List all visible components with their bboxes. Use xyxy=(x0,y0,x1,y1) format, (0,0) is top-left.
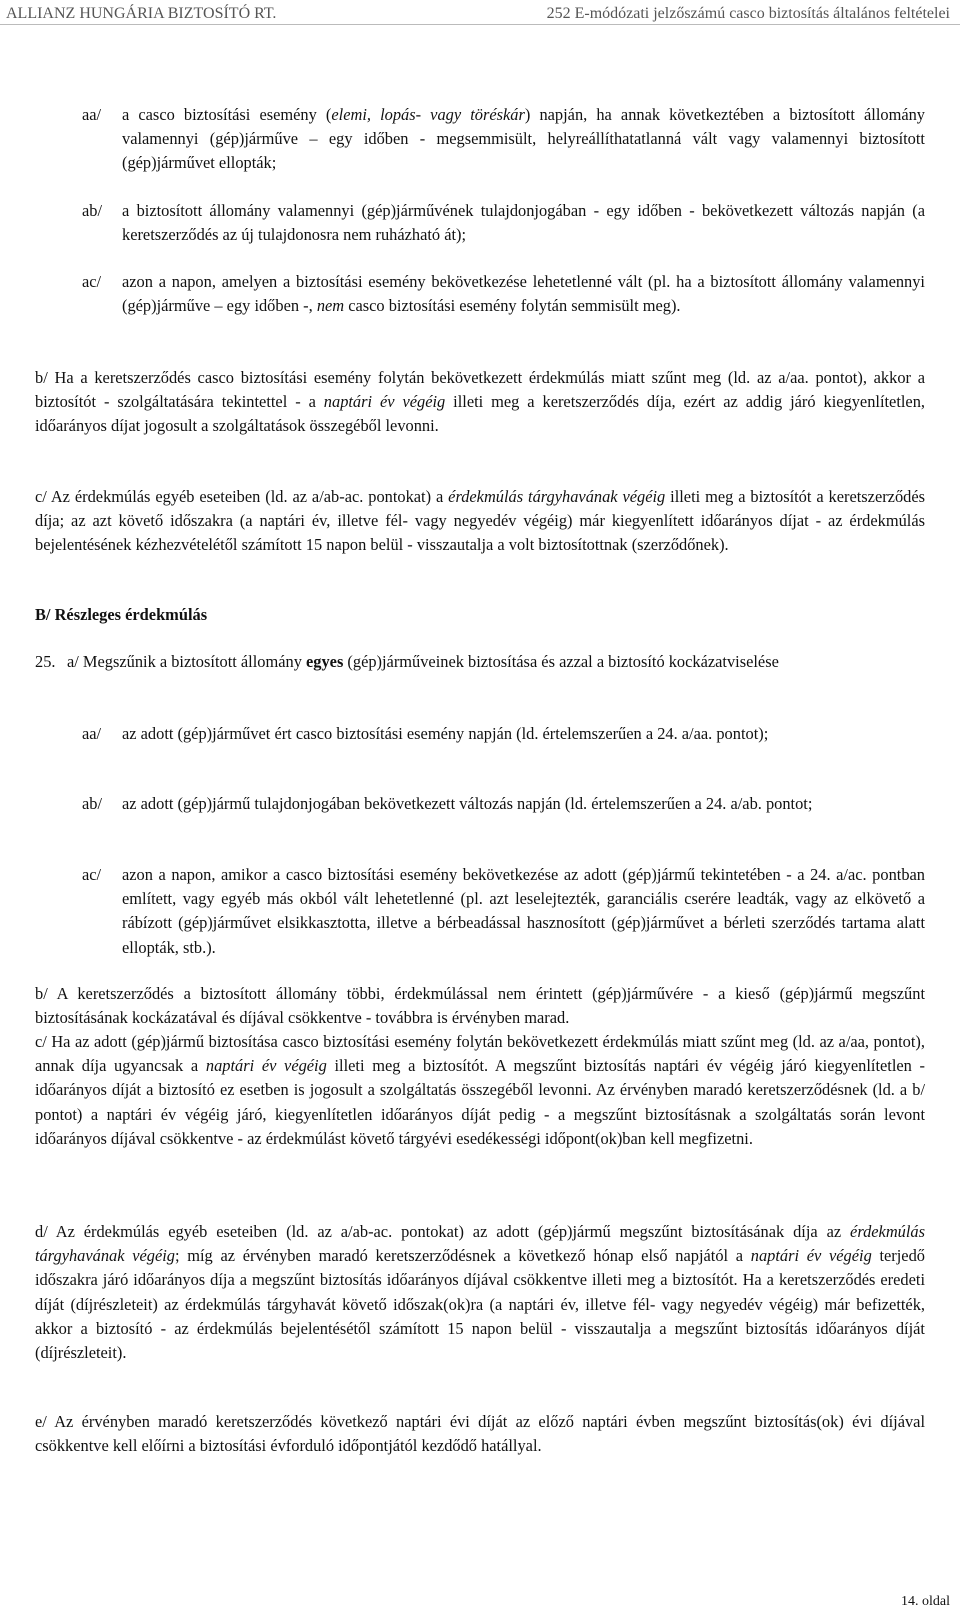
item-label: ab/ xyxy=(82,794,103,813)
paragraph-b: b/ Ha a keretszerződés casco biztosítási esemény folytán bekövetkezett érdekmúlás miatt szűnt meg (ld. az a/aa. pontot), akkor a biztosítót - szolgáltatására tekintettel - a naptári év végéig illeti meg a keretszerződés díja, ezért az addig járó kiegyenlítetlen, időarányos díjat jogosult a szolgáltatások összegéből levonni. xyxy=(35,368,926,436)
item-text: az adott (gép)járművet ért casco biztosítási esemény napján (ld. értelemszerűen a 24. a/aa. pontot); xyxy=(122,724,769,743)
item-label: aa/ xyxy=(82,105,102,124)
item-text: a casco biztosítási esemény (elemi, lopás- vagy töréskár) napján, ha annak következtében a biztosított állomány valamennyi (gép)járműve – egy időben - megsemmisült, helyreállíthatatlanná vált vagy valamennyi biztosított (gép)járművet ellopták; xyxy=(122,105,925,173)
paragraph-text: a/ Megszűnik a biztosított állomány egyes (gép)járműveinek biztosítása és azzal a biztosító kockázatviselése xyxy=(67,652,779,671)
paragraph-e-2: e/ Az érvényben maradó keretszerződés következő naptári évi díját az előző naptári évben megszűnt biztosítás(ok) évi díjával csökkentve kell előírni a biztosítási évforduló időpontjától kezdődő hatállyal. xyxy=(35,1412,925,1456)
item-label: aa/ xyxy=(82,724,102,743)
page-header xyxy=(0,0,960,25)
paragraph-c: c/ Az érdekmúlás egyéb eseteiben (ld. az a/ab-ac. pontokat) a érdekmúlás tárgyhavának végéig illeti meg a biztosítót a keretszerződés díja; az azt követő időszakra (a naptári év, illetve fél- vagy negyedév végéig) már kiegyenlített időarányos díjat - az érdekmúlás bejelentésének kézhezvételétől számított 15 napon belül - visszautalja a volt biztosítottnak (szerződőnek). xyxy=(35,487,925,555)
page-number: 14. oldal xyxy=(901,1594,950,1609)
paragraph-d-2: d/ Az érdekmúlás egyéb eseteiben (ld. az a/ab-ac. pontokat) az adott (gép)jármű megszűnt biztosításának díja az érdekmúlás tárgyhavának végéig; míg az érvényben maradó keretszerződésnek a következő hónap első napjától a naptári év végéig terjedő időszakra járó időarányos díja a megszűnt biztosítás időarányos díjával csökkentve illeti meg a biztosítót. Ha a keretszerződés eredeti díját (díjrészleteit) az érdekmúlás tárgyhavát követő időszak(ok)ra (a naptári év, illetve fél- vagy negyedév végéig) már befizették, akkor a biztosító - az érdekmúlás bejelentésétől számított 15 napon belül - visszautalja a megszűnt biztosítás időarányos díját (díjrészleteit). xyxy=(35,1222,925,1363)
header-company: ALLIANZ HUNGÁRIA BIZTOSÍTÓ RT. xyxy=(6,5,277,22)
section-heading: B/ Részleges érdekmúlás xyxy=(35,605,208,624)
paragraph-number: 25. xyxy=(35,652,56,671)
item-label: ac/ xyxy=(82,865,102,884)
item-label: ab/ xyxy=(82,201,103,220)
paragraph-b-2: b/ A keretszerződés a biztosított állomány többi, érdekmúlással nem érintett (gép)járművére - a kieső (gép)jármű megszűnt biztosításának kockázatával és díjával csökkentve - továbbra is érvényben marad. xyxy=(35,984,925,1028)
item-text: azon a napon, amelyen a biztosítási esemény bekövetkezése lehetetlenné vált (pl. ha a biztosított állomány valamennyi (gép)járműve – egy időben -, nem casco biztosítási esemény folytán semmisült meg). xyxy=(122,272,925,316)
header-document-title: 252 E-módózati jelzőszámú casco biztosítás általános feltételei xyxy=(546,5,950,22)
item-text: azon a napon, amikor a casco biztosítási esemény bekövetkezése az adott (gép)jármű tekintetében - a 24. a/ac. pontban említett, vagy egyéb más okból vált lehetetlenné (pl. azt leselejtezték, garanciális cserére leadták, vagy az elkövető a rábízott (gép)járművet elsikkasztotta, illetve a bérbeadással hasznosított (gép)járművet a bérleti szerződés tartama alatt ellopták, stb.). xyxy=(122,865,925,957)
item-text: az adott (gép)jármű tulajdonjogában bekövetkezett változás napján (ld. értelemszerűen a 24. a/ab. pontot; xyxy=(122,794,813,813)
paragraph-c-2: c/ Ha az adott (gép)jármű biztosítása casco biztosítási esemény folytán bekövetkezett érdekmúlás miatt szűnt meg (ld. az a/aa, pontot), annak díja ugyancsak a naptári év végéig illeti meg a biztosítót. A megszűnt biztosítás naptári év végéig járó kiegyenlítetlen - időarányos díját a biztosító ez esetben is jogosult a szolgáltatás összegéből levonni. Az érvényben maradó keretszerződésnek (ld. a b/ pontot) a naptári év végéig járó, kiegyenlítetlen időarányos díját pedig - a megszűnt biztosításnak a szolgáltatás során levont időarányos díjával csökkentve - az érdekmúlást követő tárgyévi esedékességi időpont(ok)ban kell megfizetni. xyxy=(35,1032,925,1148)
item-text: a biztosított állomány valamennyi (gép)járművének tulajdonjogában - egy időben - bekövetkezett változás napján (a keretszerződés az új tulajdonosra nem ruházható át); xyxy=(122,201,925,245)
item-label: ac/ xyxy=(82,272,102,291)
